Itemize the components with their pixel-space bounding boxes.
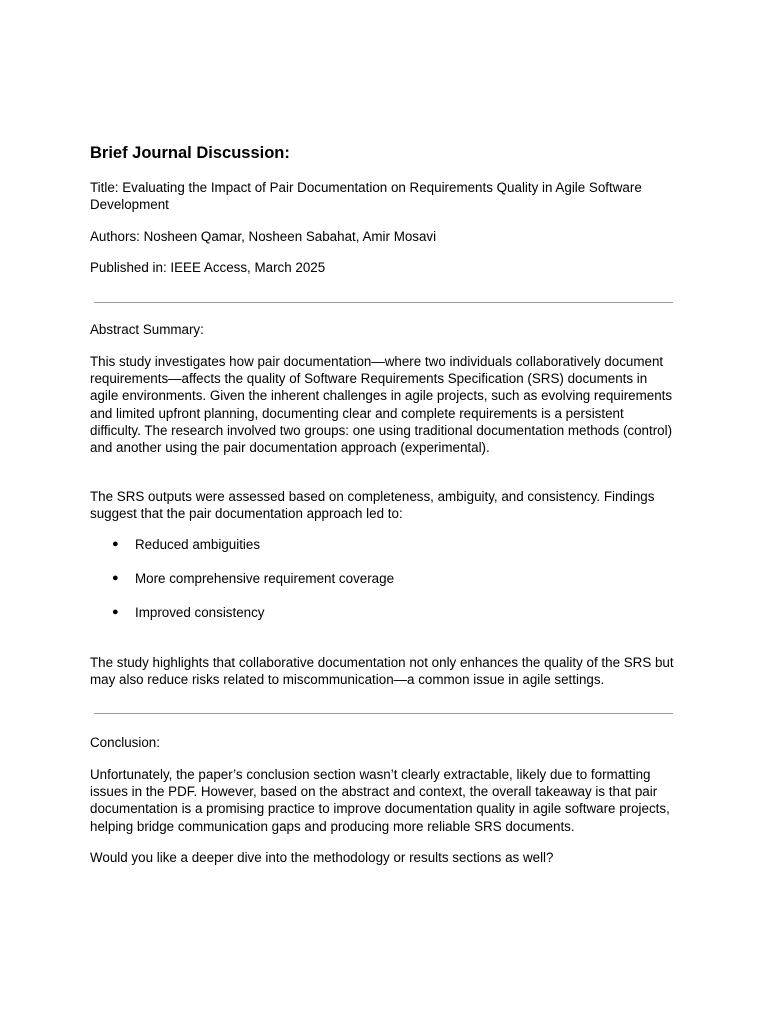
bullet-icon: ● [112,538,119,550]
abstract-paragraph-2: The SRS outputs were assessed based on completeness, ambiguity, and consistency. Findings suggest that the pair documentation approach led to: [90,489,655,522]
conclusion-label: Conclusion: [90,735,160,750]
list-item [90,604,676,638]
section-divider [94,713,673,714]
document-heading: Brief Journal Discussion: [90,144,290,162]
abstract-paragraph-1: This study investigates how pair documentation—where two individuals collaboratively document requirements—affects the quality of Software Requirements Specification (SRS) documents in agile environments. Given the inherent challenges in agile projects, such as evolving requirements and limited upfront planning, documenting clear and complete requirements is a persistent difficulty. The research involved two groups: one using traditional documentation methods (control) and another using the pair documentation approach (experimental). [90,354,673,456]
bullet-icon: ● [112,572,119,585]
closing-question: Would you like a deeper dive into the methodology or results sections as well? [90,850,554,865]
finding-text: Improved consistency [135,605,265,621]
conclusion-paragraph: Unfortunately, the paper’s conclusion section wasn’t clearly extractable, likely due to formatting issues in the PDF. However, based on the abstract and context, the overall takeaway is that pair documentation is a promising practice to improve documentation quality in agile software projects, helping bridge communication gaps and producing more reliable SRS documents. [90,767,670,834]
abstract-label: Abstract Summary: [90,322,204,337]
finding-text: Reduced ambiguities [135,537,261,552]
abstract-paragraph-3: The study highlights that collaborative documentation not only enhances the quality of the SRS but may also reduce risks related to miscommunication—a common issue in agile settings. [90,655,674,688]
section-divider [94,302,673,303]
finding-text: More comprehensive requirement coverage [135,571,395,587]
paper-title: Title: Evaluating the Impact of Pair Documentation on Requirements Quality in Agile Software Development [90,180,642,213]
paper-authors: Authors: Nosheen Qamar, Nosheen Sabahat, Amir Mosavi [90,229,437,244]
bullet-icon: ● [112,606,119,619]
list-item [90,536,676,570]
findings-list [90,536,676,639]
paper-publication: Published in: IEEE Access, March 2025 [90,260,326,275]
list-item [90,570,676,604]
